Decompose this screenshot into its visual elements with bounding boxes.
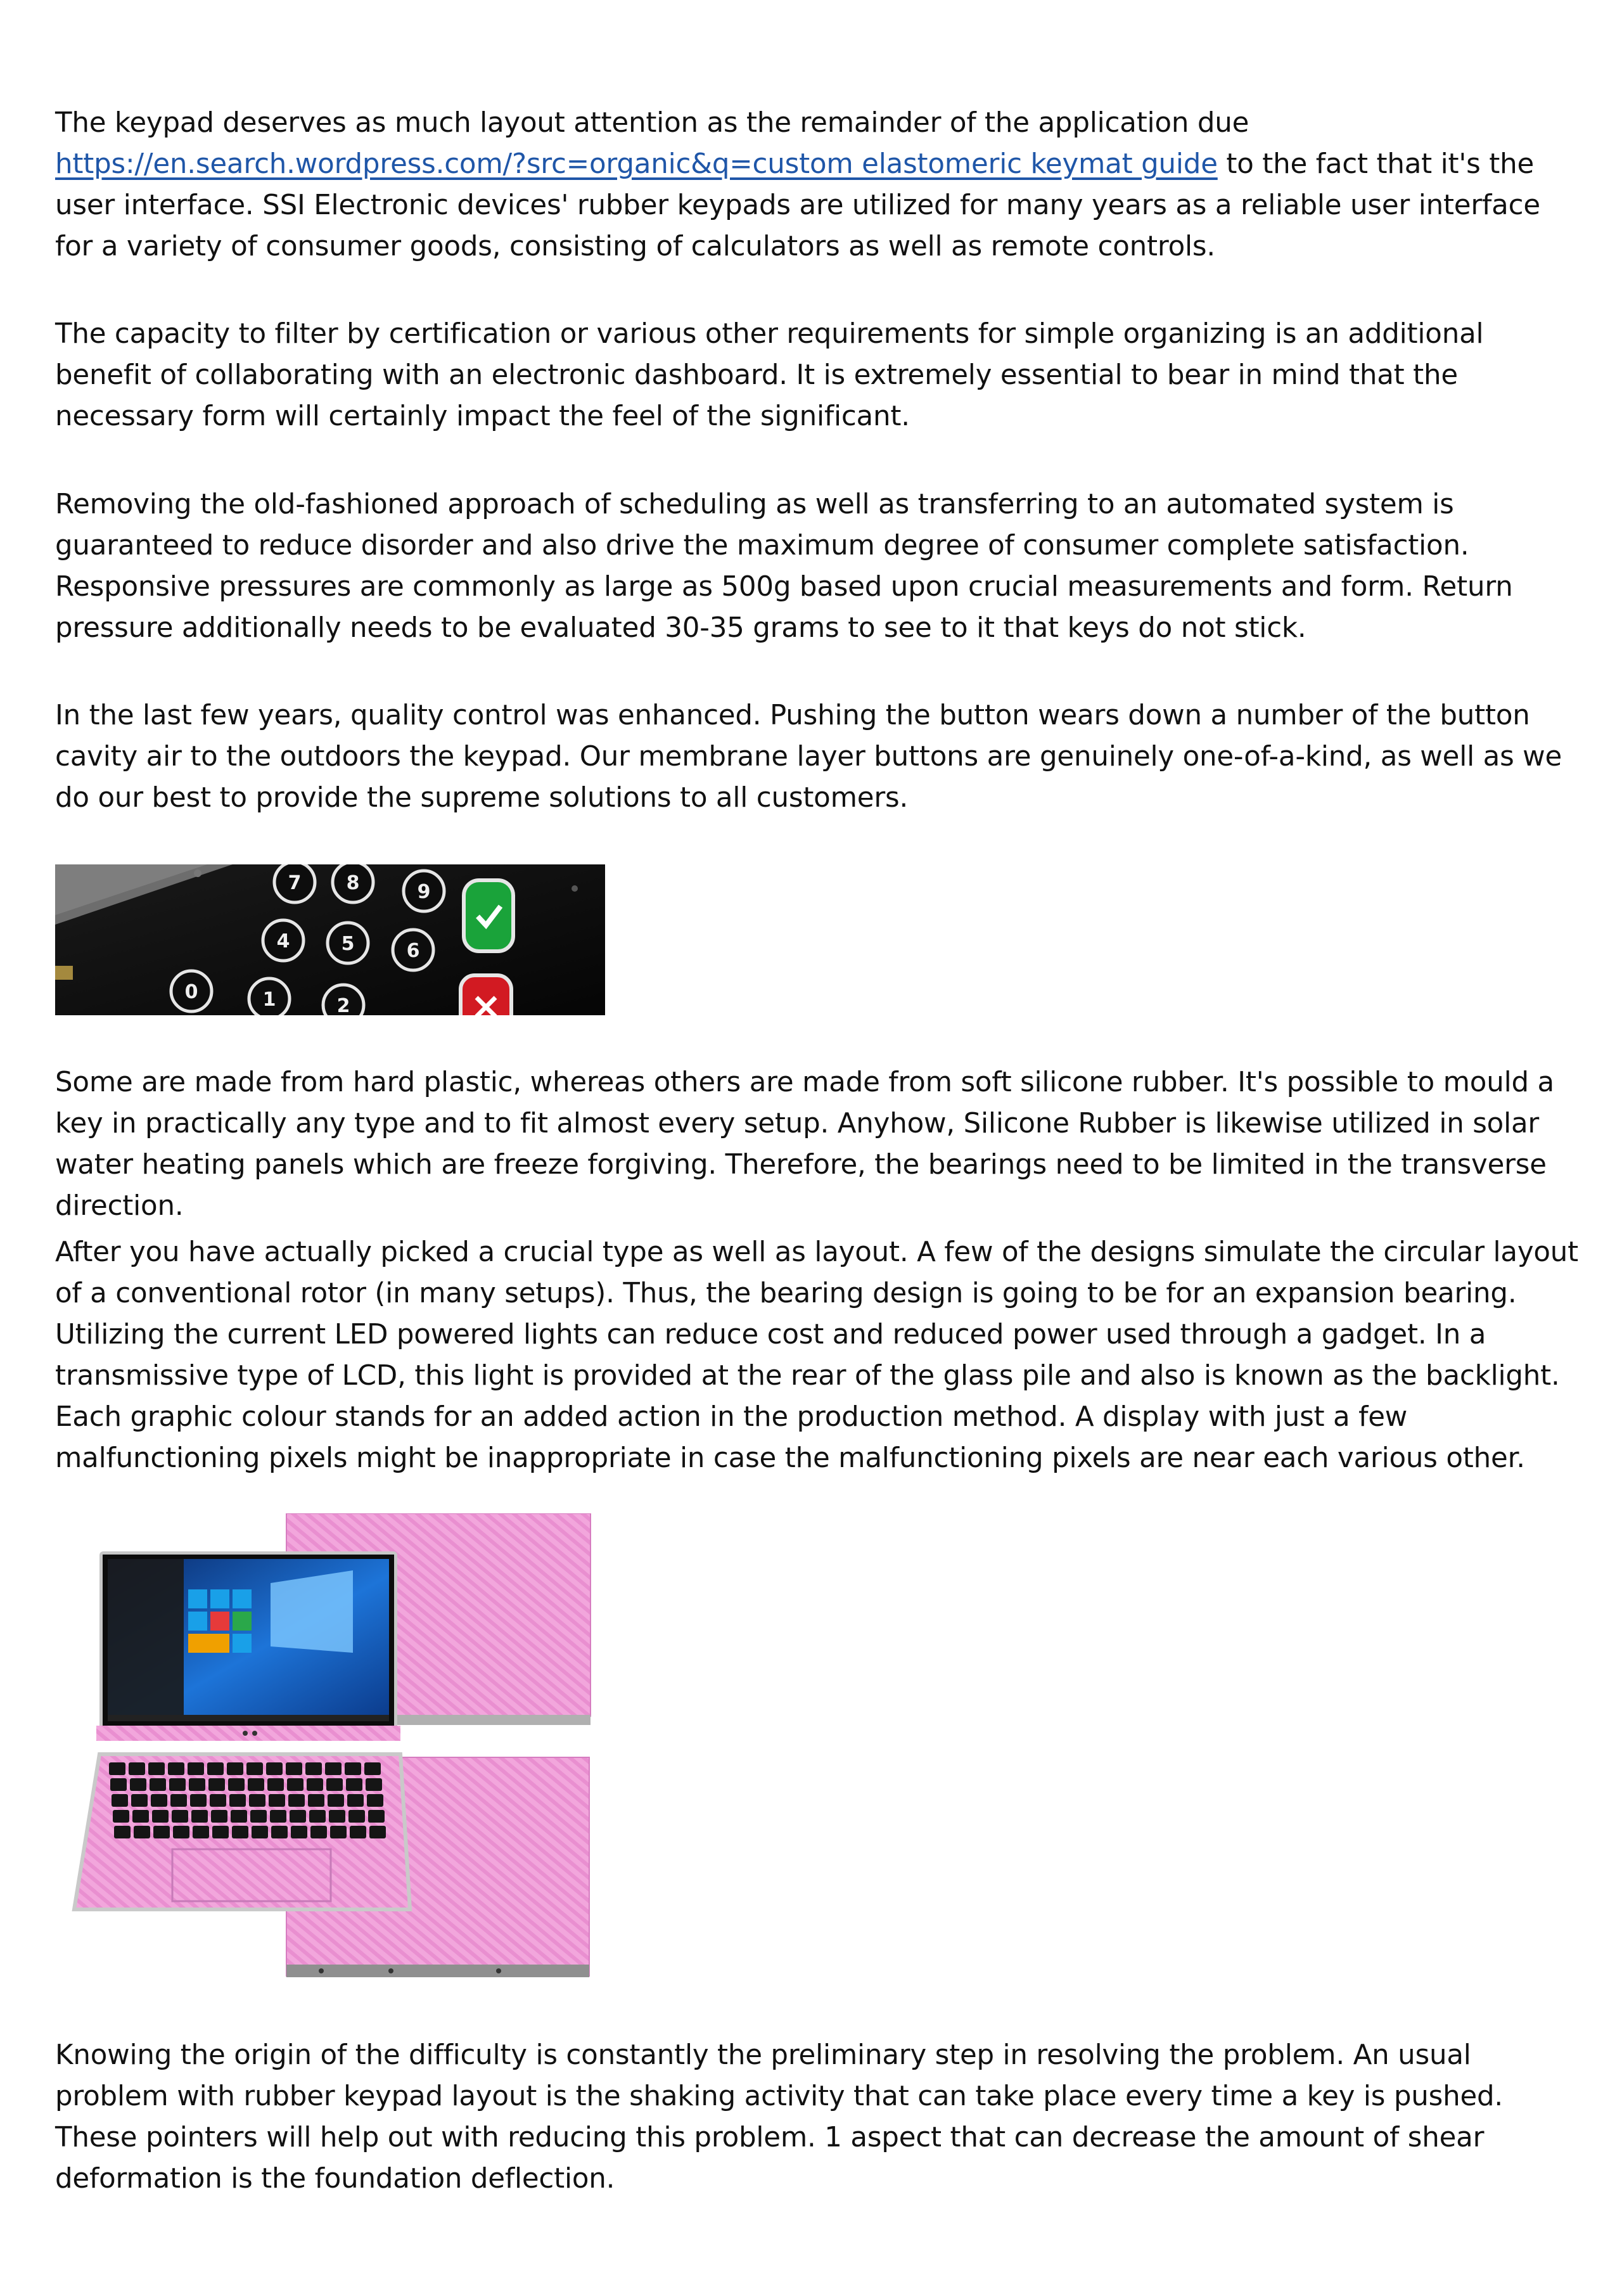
keypad-key-label: 7 [288, 872, 302, 894]
paragraph-1 [55, 103, 1582, 267]
laptop-key [367, 1794, 383, 1807]
laptop-key [173, 1826, 189, 1838]
laptop-key [189, 1778, 205, 1791]
keypad-key-label: 5 [341, 933, 355, 955]
laptop-key [252, 1826, 268, 1838]
paragraph-1-text-end: to the fact that it's the user interface. SSI Electronic devices' rubber keypads are utilized for many years as a reliable user interface for a variety of consumer goods, consisting of calculators as well as remote controls. [55, 148, 1540, 262]
laptop-key [193, 1826, 209, 1838]
laptop-key [191, 1810, 208, 1823]
keypad-photo [55, 864, 605, 1015]
laptop-key [227, 1762, 243, 1775]
laptop-key [130, 1778, 146, 1791]
laptop-key [287, 1778, 303, 1791]
laptop-key [150, 1778, 166, 1791]
laptop-key [305, 1762, 322, 1775]
laptop-key [246, 1762, 263, 1775]
laptop-key [348, 1810, 365, 1823]
laptop-key [368, 1810, 385, 1823]
laptop-key [207, 1762, 224, 1775]
keypad-key-label: 8 [346, 872, 360, 894]
laptop-key [270, 1810, 286, 1823]
laptop-key [366, 1778, 382, 1791]
laptop-key [169, 1778, 186, 1791]
laptop-key [110, 1778, 127, 1791]
paragraph-4: In the last few years, quality control was enhanced. Pushing the button wears down a number of the button cavity air to the outdoors the keypad. Our membrane layer buttons are genuinely one-of-a-kind, as well as we do our best to provide the supreme solutions to all customers. [55, 700, 1562, 814]
laptop-key [172, 1810, 188, 1823]
laptop-key [168, 1762, 184, 1775]
laptop-key [288, 1794, 305, 1807]
laptop-key [329, 1810, 345, 1823]
paragraph-7: Knowing the origin of the difficulty is constantly the preliminary step in resolving the problem. An usual problem with rubber keypad layout is the shaking activity that can take place every time a key is pushed. These pointers will help out with reducing this problem. 1 aspect that can decrease the amount of shear deformation is the foundation deflection. [55, 2039, 1504, 2195]
laptop-key [346, 1778, 362, 1791]
laptop-key [250, 1810, 267, 1823]
laptop-key [131, 1794, 148, 1807]
laptop-key [364, 1762, 381, 1775]
laptop-key [310, 1826, 327, 1838]
laptop-key [170, 1794, 187, 1807]
laptop-skin-photo [55, 1513, 600, 1982]
paragraph-3: Removing the old-fashioned approach of scheduling as well as transferring to an automated system is guaranteed to reduce disorder and also drive the maximum degree of consumer complete satisfaction. Responsive pressures are commonly as large as 500g based upon crucial measurements and form. Return pressure additionally needs to be evaluated 30-35 grams to see to it that keys do not stick. [55, 489, 1513, 644]
keypad-key-label: 6 [406, 940, 420, 962]
laptop-key [114, 1826, 131, 1838]
paragraph-5: Some are made from hard plastic, whereas others are made from soft silicone rubber. It's possible to mould a key in practically any type and to fit almost every setup. Anyhow, Silicone Rubber is likewise utilized in solar water heating panels which are freeze forgiving. Therefore, the bearings need to be limited in the transverse direction. [55, 1067, 1554, 1222]
laptop-key [190, 1794, 207, 1807]
laptop-key [210, 1794, 226, 1807]
laptop-key [132, 1810, 149, 1823]
paragraph-6: After you have actually picked a crucial type as well as layout. A few of the designs simulate the circular layout of a conventional rotor (in many setups). Thus, the bearing design is going to be for an expansion bearing. Utilizing the current LED powered lights can reduce cost and reduced power used through a gadget. In a transmissive type of LCD, this light is provided at the rear of the glass pile and also is known as the backlight. Each graphic colour stands for an added action in the production method. A display with just a few malfunctioning pixels might be inappropriate in case the malfunctioning pixels are near each various other. [55, 1236, 1579, 1474]
laptop-key [325, 1762, 342, 1775]
laptop-key [232, 1826, 248, 1838]
laptop-key [267, 1778, 284, 1791]
laptop-key [286, 1762, 302, 1775]
keymat-guide-link[interactable]: https://en.search.wordpress.com/?src=organic&q=custom elastomeric keymat guide [55, 148, 1218, 180]
laptop-key [113, 1810, 129, 1823]
laptop-key [266, 1762, 283, 1775]
keypad-key-label: 0 [184, 981, 198, 1003]
laptop-key [350, 1826, 366, 1838]
paragraph-2: The capacity to filter by certification or various other requirements for simple organizing is an additional benefit of collaborating with an electronic dashboard. It is extremely essential to bear in mind that the necessary form will certainly impact the feel of the significant. [55, 318, 1484, 432]
laptop-key [308, 1794, 324, 1807]
laptop-key [208, 1778, 225, 1791]
laptop-key [153, 1826, 170, 1838]
laptop-key [212, 1826, 229, 1838]
laptop-key [129, 1762, 145, 1775]
laptop-key [112, 1794, 128, 1807]
laptop-key [109, 1762, 125, 1775]
laptop-key [228, 1778, 245, 1791]
laptop-key [369, 1826, 386, 1838]
laptop-key [188, 1762, 204, 1775]
laptop-key [211, 1810, 227, 1823]
laptop-key [248, 1778, 264, 1791]
laptop-key [229, 1794, 246, 1807]
laptop-key [290, 1810, 306, 1823]
laptop-key [271, 1826, 288, 1838]
laptop-key [269, 1794, 285, 1807]
laptop-key [309, 1810, 326, 1823]
keypad-key-label: 1 [262, 989, 276, 1011]
laptop-key [291, 1826, 307, 1838]
laptop-key [231, 1810, 247, 1823]
laptop-key [151, 1794, 167, 1807]
laptop-key [347, 1794, 364, 1807]
laptop-key [326, 1778, 343, 1791]
laptop-key [307, 1778, 323, 1791]
laptop-key [328, 1794, 344, 1807]
laptop-key [148, 1762, 165, 1775]
paragraph-1-text-start: The keypad deserves as much layout attention as the remainder of the application due [55, 107, 1249, 139]
keypad-key-label: 9 [417, 881, 431, 903]
laptop-key [330, 1826, 347, 1838]
keypad-key-label: 2 [336, 995, 350, 1015]
laptop-key [152, 1810, 169, 1823]
laptop-key [249, 1794, 265, 1807]
keypad-key-label: 4 [276, 930, 290, 952]
confirm-key [464, 880, 513, 951]
laptop-key [134, 1826, 150, 1838]
laptop-key [345, 1762, 361, 1775]
